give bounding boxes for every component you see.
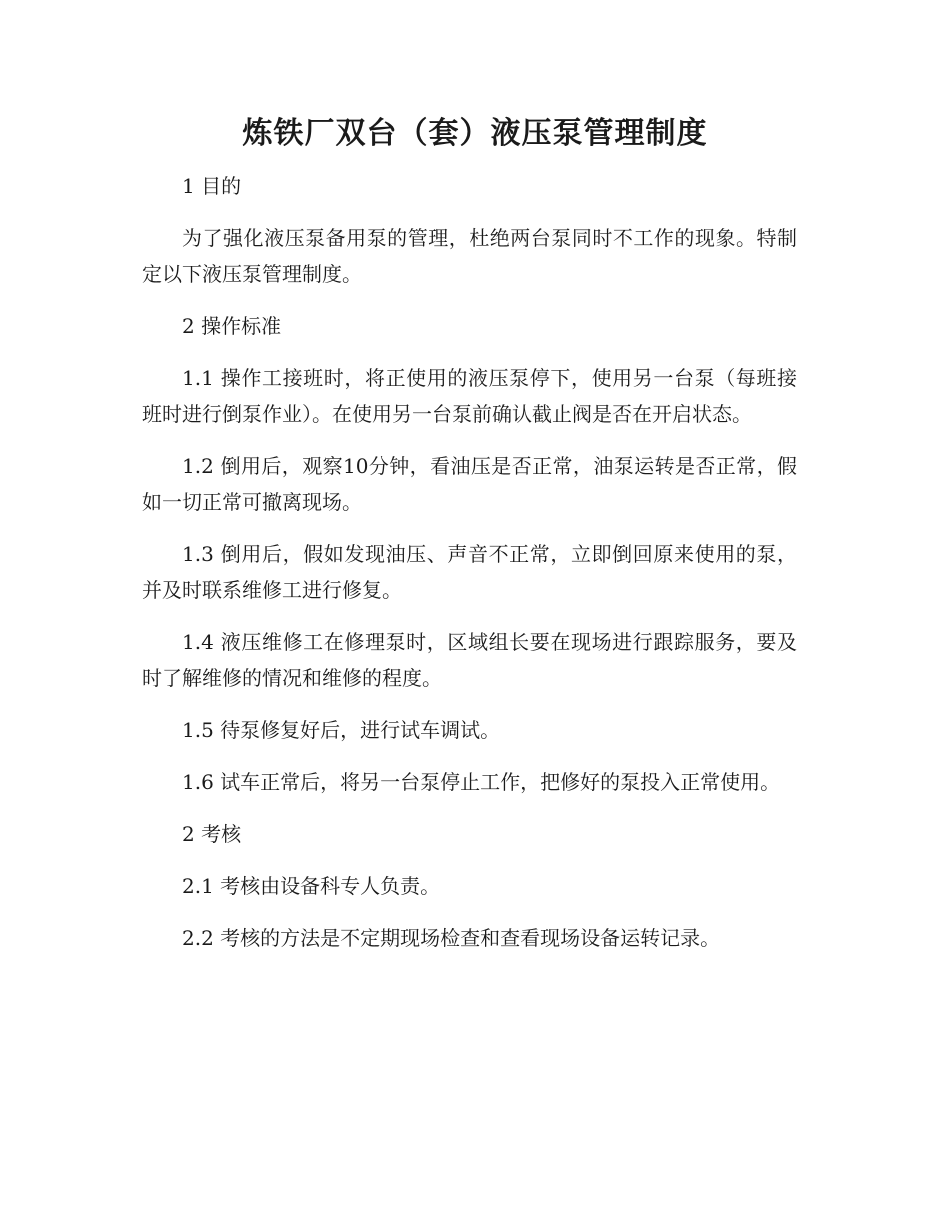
document-title: 炼铁厂双台（套）液压泵管理制度: [242, 116, 708, 151]
paragraph: 1.4 液压维修工在修理泵时，区域组长要在现场进行跟踪服务，要及时了解维修的情况和维修的程度。: [142, 630, 797, 690]
paragraph: 1.3 倒用后，假如发现油压、声音不正常，立即倒回原来使用的泵，并及时联系维修工进行修复。: [142, 542, 797, 602]
paragraph: 1.2 倒用后，观察10分钟，看油压是否正常，油泵运转是否正常，假如一切正常可撤离现场。: [142, 454, 797, 514]
paragraph: 1.6 试车正常后，将另一台泵停止工作，把修好的泵投入正常使用。: [182, 770, 781, 794]
section-heading: 1 目的: [182, 174, 242, 198]
paragraph: 1.5 待泵修复好后，进行试车调试。: [182, 718, 501, 742]
paragraph: 2.1 考核由设备科专人负责。: [182, 874, 441, 898]
paragraph: 2.2 考核的方法是不定期现场检查和查看现场设备运转记录。: [182, 926, 721, 950]
paragraph: 为了强化液压泵备用泵的管理，杜绝两台泵同时不工作的现象。特制定以下液压泵管理制度。: [142, 226, 797, 286]
paragraph: 1.1 操作工接班时，将正使用的液压泵停下，使用另一台泵（每班接班时进行倒泵作业）。在使用另一台泵前确认截止阀是否在开启状态。: [142, 366, 797, 426]
section-heading: 2 操作标准: [182, 314, 282, 338]
document-body: [142, 168, 797, 972]
section-heading: 2 考核: [182, 822, 242, 846]
